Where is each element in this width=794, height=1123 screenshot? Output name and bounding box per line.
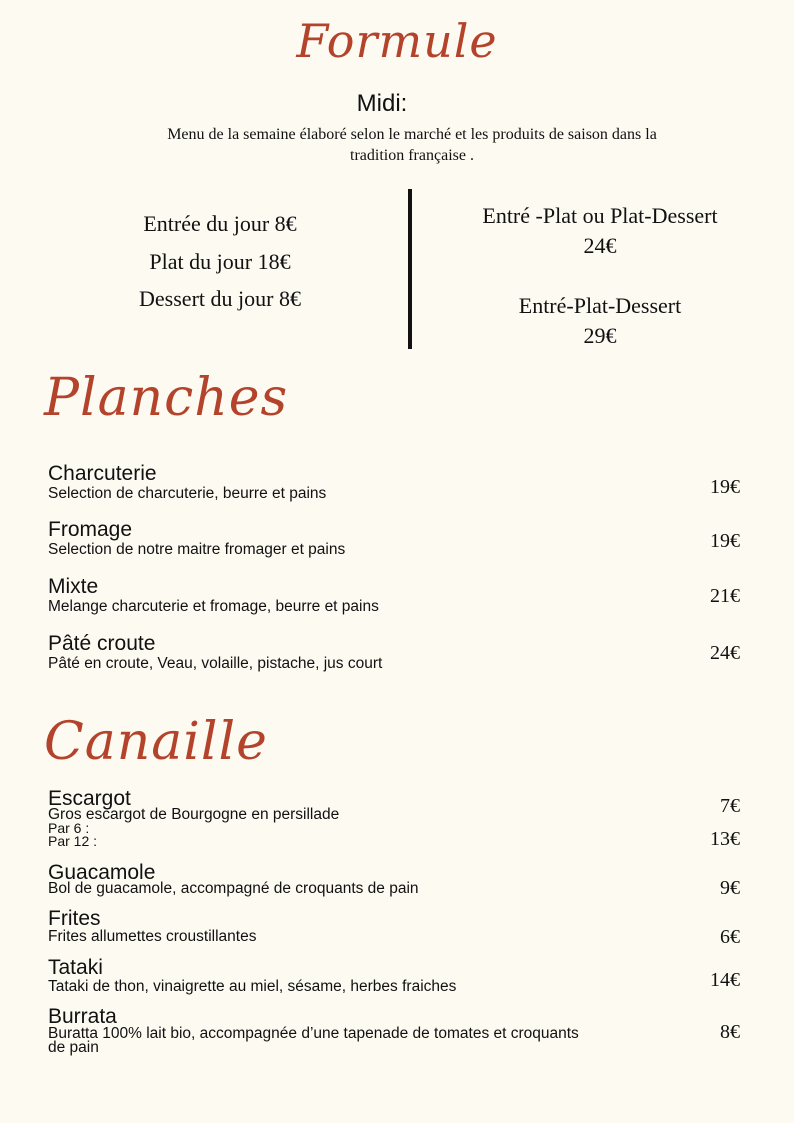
item-desc: Selection de charcuterie, beurre et pains bbox=[48, 485, 327, 502]
item-price: 19€ bbox=[710, 530, 740, 552]
item-name: Fromage bbox=[48, 518, 133, 541]
canaille-title: Canaille bbox=[44, 712, 268, 772]
formula-option1-label: Entré -Plat ou Plat-Dessert bbox=[482, 203, 718, 228]
planches-title: Planches bbox=[44, 368, 289, 428]
intro-line-1: Menu de la semaine élaboré selon le marché et les produits de saison dans la bbox=[167, 126, 657, 143]
item-desc: Gros escargot de Bourgogne en persillade bbox=[48, 806, 340, 823]
item-name: Frites bbox=[48, 907, 101, 930]
item-price: 14€ bbox=[710, 969, 740, 991]
formula-plat: Plat du jour 18€ bbox=[149, 249, 291, 274]
escargot-option-6: Par 6 : bbox=[48, 820, 90, 836]
escargot-option-12: Par 12 : bbox=[48, 833, 98, 849]
midi-subtitle: Midi: bbox=[356, 90, 408, 117]
item-price: 13€ bbox=[710, 828, 740, 850]
item-price: 21€ bbox=[710, 585, 740, 607]
item-name: Tataki bbox=[48, 956, 103, 979]
item-price: 6€ bbox=[720, 926, 740, 948]
formula-dessert: Dessert du jour 8€ bbox=[139, 286, 301, 311]
item-name: Pâté croute bbox=[48, 632, 156, 655]
item-desc: Tataki de thon, vinaigrette au miel, sésame, herbes fraiches bbox=[48, 978, 457, 995]
item-desc: Buratta 100% lait bio, accompagnée d’une tapenade de tomates et croquants bbox=[48, 1025, 579, 1042]
item-price: 19€ bbox=[710, 476, 740, 498]
item-desc: Selection de notre maitre fromager et pains bbox=[48, 541, 346, 558]
item-name: Burrata bbox=[48, 1005, 117, 1028]
item-price: 8€ bbox=[720, 1021, 740, 1043]
item-name: Guacamole bbox=[48, 861, 156, 884]
formule-intro bbox=[100, 124, 724, 166]
item-price: 24€ bbox=[710, 642, 740, 664]
item-name: Charcuterie bbox=[48, 462, 157, 485]
item-desc: Bol de guacamole, accompagné de croquants de pain bbox=[48, 880, 419, 897]
formula-option2-price: 29€ bbox=[583, 323, 617, 348]
formula-option2-label: Entré-Plat-Dessert bbox=[518, 293, 682, 318]
formula-divider bbox=[408, 189, 412, 349]
formule-title: Formule bbox=[296, 14, 498, 68]
intro-line-2: tradition française . bbox=[350, 147, 474, 164]
item-price: 9€ bbox=[720, 877, 740, 899]
item-name: Mixte bbox=[48, 575, 99, 598]
formula-entree: Entrée du jour 8€ bbox=[143, 211, 297, 236]
item-desc: de pain bbox=[48, 1039, 99, 1056]
formula-option1-price: 24€ bbox=[583, 233, 617, 258]
item-desc: Pâté en croute, Veau, volaille, pistache, jus court bbox=[48, 655, 383, 672]
item-desc: Frites allumettes croustillantes bbox=[48, 928, 257, 945]
item-price: 7€ bbox=[720, 795, 740, 817]
item-name: Escargot bbox=[48, 787, 131, 810]
item-desc: Melange charcuterie et fromage, beurre et pains bbox=[48, 598, 379, 615]
